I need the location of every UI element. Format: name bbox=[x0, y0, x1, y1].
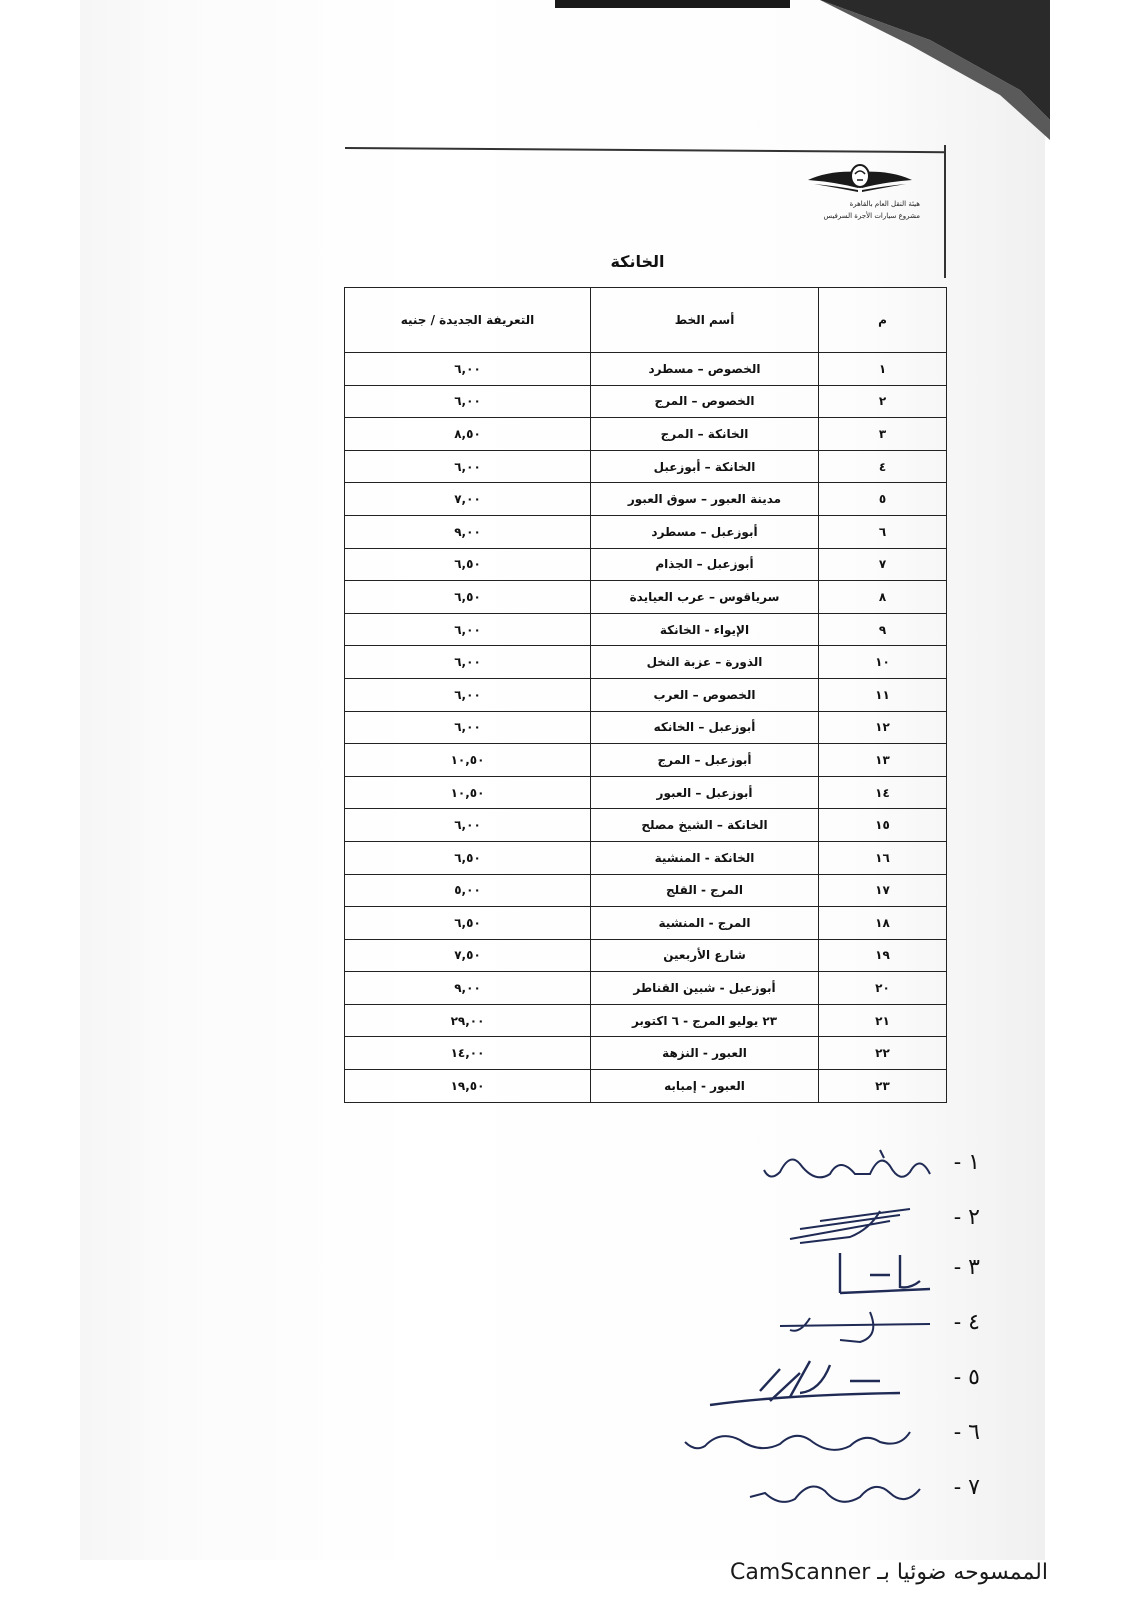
fare-value: ٦,٥٠ bbox=[345, 548, 591, 581]
table-row bbox=[345, 1004, 947, 1037]
table-row bbox=[345, 678, 947, 711]
handwritten-signature bbox=[750, 1306, 940, 1351]
route-name: الخانكة – الشيخ مصلح bbox=[591, 809, 819, 842]
handwritten-signature bbox=[760, 1144, 940, 1194]
row-number: ٧ bbox=[819, 548, 947, 581]
row-number: ١٩ bbox=[819, 939, 947, 972]
fare-value: ٧,٥٠ bbox=[345, 939, 591, 972]
table-row bbox=[345, 907, 947, 940]
table-row bbox=[345, 450, 947, 483]
row-number: ١٤ bbox=[819, 776, 947, 809]
signature-row bbox=[680, 1475, 980, 1525]
table-row bbox=[345, 972, 947, 1005]
signature-number: ٥ - bbox=[953, 1365, 980, 1390]
route-name: الإيواء - الخانكة bbox=[591, 613, 819, 646]
row-number: ١ bbox=[819, 353, 947, 386]
table-row bbox=[345, 353, 947, 386]
fare-value: ٦,٠٠ bbox=[345, 809, 591, 842]
table-row bbox=[345, 841, 947, 874]
table-row bbox=[345, 711, 947, 744]
fare-value: ٨,٥٠ bbox=[345, 418, 591, 451]
fare-value: ٧,٠٠ bbox=[345, 483, 591, 516]
fare-value: ٦,٠٠ bbox=[345, 353, 591, 386]
column-header-route: أسم الخط bbox=[591, 288, 819, 353]
route-name: الخصوص – المرج bbox=[591, 385, 819, 418]
fare-value: ٦,٥٠ bbox=[345, 907, 591, 940]
route-name: الذورة – عزبة النخل bbox=[591, 646, 819, 679]
row-number: ١٣ bbox=[819, 744, 947, 777]
signatures-block bbox=[680, 1150, 980, 1530]
route-name: أبوزعبل - شبين القناطر bbox=[591, 972, 819, 1005]
scan-edge-bar bbox=[555, 0, 790, 8]
route-name: ٢٣ يوليو المرج - ٦ اكتوبر bbox=[591, 1004, 819, 1037]
signature-number: ٣ - bbox=[953, 1255, 980, 1280]
handwritten-signature bbox=[700, 1351, 940, 1411]
route-name: المرج - القلج bbox=[591, 874, 819, 907]
row-number: ٥ bbox=[819, 483, 947, 516]
row-number: ١٢ bbox=[819, 711, 947, 744]
route-name: أبوزعبل – الجذام bbox=[591, 548, 819, 581]
fare-value: ٦,٠٠ bbox=[345, 678, 591, 711]
table-row bbox=[345, 939, 947, 972]
fare-value: ٦,٠٠ bbox=[345, 450, 591, 483]
route-name: الخانكة – أبوزعبل bbox=[591, 450, 819, 483]
table-row bbox=[345, 418, 947, 451]
route-name: سرياقوس – عرب العيايدة bbox=[591, 581, 819, 614]
route-name: أبوزعبل – مسطرد bbox=[591, 515, 819, 548]
row-number: ٢٠ bbox=[819, 972, 947, 1005]
route-name: شارع الأربعين bbox=[591, 939, 819, 972]
row-number: ٨ bbox=[819, 581, 947, 614]
fare-value: ٥,٠٠ bbox=[345, 874, 591, 907]
wings-emblem-icon bbox=[800, 160, 920, 202]
signature-row bbox=[680, 1365, 980, 1415]
route-name: أبوزعبل – الخانكه bbox=[591, 711, 819, 744]
signature-number: ٦ - bbox=[953, 1420, 980, 1445]
table-row bbox=[345, 1070, 947, 1103]
page-fold-corner bbox=[820, 0, 1050, 140]
row-number: ٣ bbox=[819, 418, 947, 451]
table-row bbox=[345, 1037, 947, 1070]
table-row bbox=[345, 385, 947, 418]
handwritten-signature bbox=[760, 1199, 940, 1249]
route-name: الخانكة – المرج bbox=[591, 418, 819, 451]
route-name: الخانكة - المنشية bbox=[591, 841, 819, 874]
row-number: ٢٢ bbox=[819, 1037, 947, 1070]
row-number: ١٦ bbox=[819, 841, 947, 874]
signature-number: ١ - bbox=[953, 1150, 980, 1175]
route-name: مدينة العبور – سوق العبور bbox=[591, 483, 819, 516]
row-number: ١١ bbox=[819, 678, 947, 711]
logo-caption-line2: مشروع سيارات الأجرة السرفيس bbox=[823, 212, 920, 220]
fare-table bbox=[344, 287, 947, 1103]
signature-row bbox=[680, 1255, 980, 1305]
fare-value: ٦,٥٠ bbox=[345, 581, 591, 614]
column-header-fare: التعريفة الجديدة / جنيه bbox=[345, 288, 591, 353]
handwritten-signature bbox=[680, 1412, 940, 1462]
row-number: ٢٣ bbox=[819, 1070, 947, 1103]
route-name: الخصوص – العرب bbox=[591, 678, 819, 711]
signature-number: ٧ - bbox=[953, 1475, 980, 1500]
fare-value: ٦,٠٠ bbox=[345, 613, 591, 646]
table-row bbox=[345, 874, 947, 907]
fare-value: ٩,٠٠ bbox=[345, 972, 591, 1005]
table-row bbox=[345, 744, 947, 777]
route-name: العبور - إمبابه bbox=[591, 1070, 819, 1103]
table-row bbox=[345, 548, 947, 581]
column-header-number: م bbox=[819, 288, 947, 353]
table-row bbox=[345, 515, 947, 548]
row-number: ١٨ bbox=[819, 907, 947, 940]
route-name: المرج - المنشية bbox=[591, 907, 819, 940]
fare-value: ٦,٠٠ bbox=[345, 711, 591, 744]
fare-value: ٢٩,٠٠ bbox=[345, 1004, 591, 1037]
row-number: ١٠ bbox=[819, 646, 947, 679]
fare-value: ٩,٠٠ bbox=[345, 515, 591, 548]
signature-number: ٢ - bbox=[953, 1205, 980, 1230]
signature-row bbox=[680, 1420, 980, 1470]
signature-row bbox=[680, 1150, 980, 1200]
table-header-row bbox=[345, 288, 947, 353]
signature-number: ٤ - bbox=[953, 1310, 980, 1335]
route-name: العبور - النزهة bbox=[591, 1037, 819, 1070]
route-name: أبوزعبل – العبور bbox=[591, 776, 819, 809]
route-name: أبوزعبل – المرج bbox=[591, 744, 819, 777]
fare-value: ٦,٠٠ bbox=[345, 646, 591, 679]
table-row bbox=[345, 776, 947, 809]
fare-value: ٦,٥٠ bbox=[345, 841, 591, 874]
row-number: ١٥ bbox=[819, 809, 947, 842]
row-number: ٤ bbox=[819, 450, 947, 483]
table-row bbox=[345, 809, 947, 842]
fare-value: ١٠,٥٠ bbox=[345, 776, 591, 809]
fare-value: ١٩,٥٠ bbox=[345, 1070, 591, 1103]
fare-value: ٦,٠٠ bbox=[345, 385, 591, 418]
fare-value: ١٠,٥٠ bbox=[345, 744, 591, 777]
table-body bbox=[345, 353, 947, 1103]
table-row bbox=[345, 581, 947, 614]
frame-right-line bbox=[944, 145, 946, 278]
authority-logo bbox=[800, 160, 920, 230]
table-row bbox=[345, 646, 947, 679]
table-row bbox=[345, 483, 947, 516]
table-row bbox=[345, 613, 947, 646]
row-number: ٦ bbox=[819, 515, 947, 548]
camscanner-watermark: الممسوحه ضوئيا بـ CamScanner bbox=[730, 1560, 1048, 1585]
logo-caption-line1: هيئة النقل العام بالقاهرة bbox=[849, 200, 920, 208]
fare-value: ١٤,٠٠ bbox=[345, 1037, 591, 1070]
row-number: ٩ bbox=[819, 613, 947, 646]
row-number: ٢ bbox=[819, 385, 947, 418]
handwritten-signature bbox=[760, 1245, 940, 1300]
row-number: ٢١ bbox=[819, 1004, 947, 1037]
route-name: الخصوص – مسطرد bbox=[591, 353, 819, 386]
handwritten-signature bbox=[740, 1467, 940, 1517]
page-title: الخانكة bbox=[610, 252, 665, 271]
row-number: ١٧ bbox=[819, 874, 947, 907]
